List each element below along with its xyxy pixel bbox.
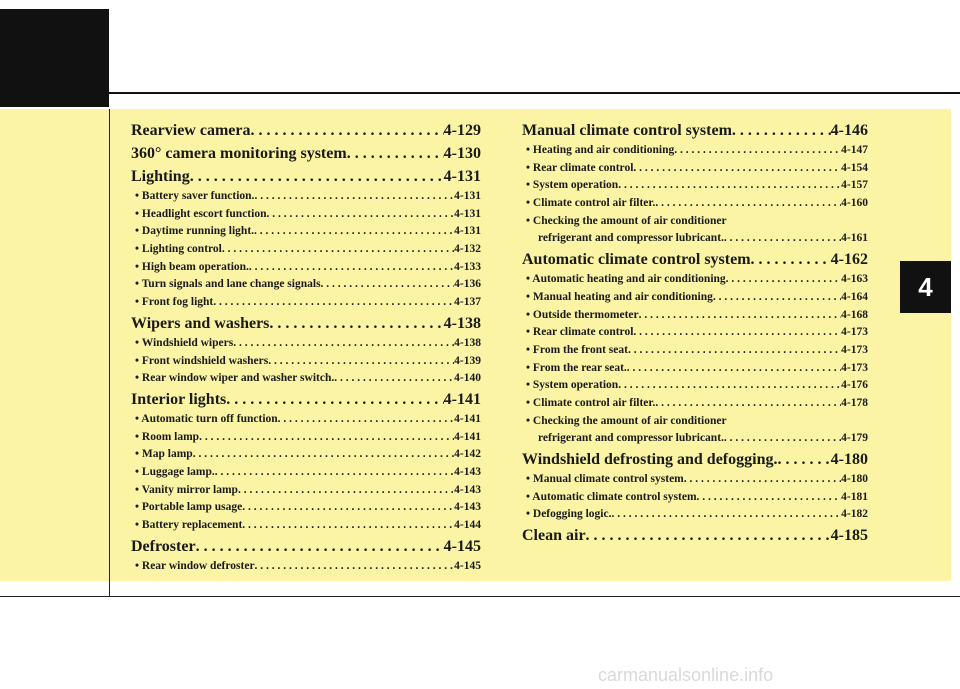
toc-page-number: 4-182	[841, 508, 868, 521]
toc-subentry[interactable]	[131, 276, 481, 294]
toc-entry-title: • High beam operation.	[135, 260, 249, 273]
toc-entry-title: • Luggage lamp.	[135, 465, 215, 478]
toc-page-number: 4-185	[830, 527, 868, 545]
dot-leader	[190, 165, 444, 188]
toc-page-number: 4-178	[841, 396, 868, 409]
toc-entry-title: Windshield defrosting and defogging.	[522, 451, 778, 468]
dot-leader	[238, 482, 454, 500]
dot-leader	[278, 411, 454, 429]
chapter-tab[interactable]	[900, 261, 951, 313]
toc-subentry[interactable]	[522, 289, 868, 307]
toc-entry-title: refrigerant and compressor lubricant.	[538, 232, 724, 245]
dot-leader	[269, 312, 443, 335]
toc-entry-title: • Outside thermometer	[526, 308, 639, 321]
dot-leader	[777, 448, 830, 471]
toc-page-number: 4-138	[454, 336, 481, 349]
header-rule	[0, 92, 960, 94]
toc-entry-title: • System operation	[526, 379, 619, 392]
toc-page-number: 4-130	[443, 145, 481, 162]
toc-page-number: 4-145	[443, 537, 481, 555]
toc-entry-title: • Battery saver function.	[135, 190, 255, 202]
dot-leader	[268, 353, 454, 371]
toc-page-number: 4-131	[454, 225, 481, 238]
toc-page-number: 4-163	[841, 273, 868, 286]
toc-entry-title: • Rear window wiper and washer switch.	[135, 372, 335, 385]
toc-entry-title: • Battery replacement	[135, 519, 243, 531]
toc-section-entry[interactable]	[131, 388, 481, 411]
toc-page-number: 4-129	[443, 122, 481, 139]
toc-entry-title: • Climate control air filter.	[526, 396, 656, 409]
dot-leader	[611, 506, 841, 524]
footer-rule	[0, 596, 960, 597]
toc-page-number: 4-131	[443, 168, 481, 185]
toc-subentry[interactable]	[522, 471, 868, 489]
toc-subentry[interactable]	[522, 360, 868, 378]
toc-section-entry[interactable]	[522, 119, 868, 142]
toc-subentry[interactable]	[131, 370, 481, 388]
toc-page-number: 4-145	[454, 559, 481, 572]
toc-subentry[interactable]	[522, 342, 868, 360]
toc-subentry[interactable]	[131, 558, 481, 576]
toc-entry-title: • Rear climate control	[526, 326, 634, 339]
toc-page-number: 4-132	[454, 243, 481, 256]
toc-page-number: 4-139	[454, 354, 481, 367]
toc-page-number: 4-147	[841, 144, 868, 156]
toc-entry-title: • Lighting control	[135, 243, 222, 256]
dot-leader	[724, 430, 841, 448]
dot-leader	[334, 370, 454, 388]
toc-entry-title: • System operation	[526, 179, 619, 192]
dot-leader	[213, 294, 454, 312]
dot-leader	[684, 471, 841, 489]
toc-page-number: 4-143	[454, 483, 481, 496]
dot-leader	[633, 324, 841, 342]
dot-leader	[732, 119, 831, 142]
dot-leader	[697, 489, 842, 507]
toc-subentry[interactable]	[131, 335, 481, 353]
dot-leader	[618, 377, 841, 395]
toc-section-entry[interactable]	[131, 119, 481, 142]
toc-section-entry[interactable]	[131, 142, 481, 165]
dot-leader	[751, 248, 831, 271]
dot-leader	[222, 241, 454, 259]
dot-leader	[196, 535, 444, 558]
toc-page-number: 4-143	[454, 465, 481, 478]
toc-entry-title: • From the rear seat.	[526, 361, 627, 374]
toc-section-entry[interactable]	[522, 524, 868, 547]
toc-subentry[interactable]	[131, 294, 481, 312]
toc-page-number: 4-137	[454, 296, 481, 309]
toc-page-number: 4-141	[443, 390, 481, 408]
toc-subentry[interactable]	[522, 195, 868, 213]
toc-subentry[interactable]	[131, 429, 481, 447]
toc-subentry[interactable]	[131, 499, 481, 517]
toc-entry-title: • From the front seat	[526, 343, 628, 356]
toc-page-number: 4-141	[454, 430, 481, 443]
toc-entry-title: • Automatic turn off function	[135, 412, 278, 425]
toc-entry-title: • Room lamp	[135, 430, 200, 443]
toc-subentry[interactable]	[522, 230, 868, 248]
dot-leader	[251, 119, 444, 142]
toc-page-number: 4-179	[841, 432, 868, 445]
toc-subentry[interactable]	[522, 395, 868, 413]
toc-page-number: 4-173	[841, 343, 868, 356]
toc-subentry[interactable]	[522, 271, 868, 289]
toc-page-number: 4-180	[841, 473, 868, 485]
toc-section-entry[interactable]	[131, 165, 481, 188]
dot-leader	[254, 188, 454, 206]
margin-rule	[109, 109, 110, 597]
toc-entry-title: refrigerant and compressor lubricant.	[538, 432, 724, 445]
toc-entry-title: • Portable lamp usage	[135, 501, 243, 514]
toc-page-number: 4-131	[454, 190, 481, 202]
toc-entry-title: • Map lamp	[135, 448, 193, 461]
toc-entry-title: • Checking the amount of air conditioner	[526, 414, 727, 427]
toc-subentry[interactable]	[522, 160, 868, 178]
toc-entry-title: • Windshield wipers	[135, 336, 234, 349]
toc-subentry[interactable]	[522, 413, 868, 431]
toc-page-number: 4-173	[841, 326, 868, 339]
toc-entry-title: • Turn signals and lane change signals	[135, 278, 321, 291]
toc-page-number: 4-138	[443, 314, 481, 332]
toc-page-number: 4-176	[841, 379, 868, 392]
toc-subentry[interactable]	[131, 206, 481, 224]
toc-entry-title: • Automatic heating and air conditioning	[526, 273, 726, 286]
toc-subentry[interactable]	[131, 353, 481, 371]
dot-leader	[254, 223, 454, 241]
toc-entry-title: • Daytime running light.	[135, 225, 255, 238]
toc-page-number: 4-146	[830, 122, 868, 139]
toc-page-number: 4-168	[841, 308, 868, 321]
dot-leader	[655, 195, 841, 213]
toc-page-number: 4-133	[454, 260, 481, 273]
toc-page-number: 4-154	[841, 161, 868, 174]
dot-leader	[193, 446, 454, 464]
toc-entry-title: • Automatic climate control system	[526, 490, 697, 503]
toc-page-number: 4-160	[841, 197, 868, 210]
toc-subentry[interactable]	[522, 213, 868, 231]
toc-page-number: 4-180	[830, 451, 868, 468]
toc-entry-title: • Headlight escort function	[135, 207, 267, 220]
toc-subentry[interactable]	[522, 506, 868, 524]
dot-leader	[618, 177, 841, 195]
dot-leader	[655, 395, 841, 413]
dot-leader	[266, 206, 454, 224]
dot-leader	[199, 429, 454, 447]
dot-leader	[249, 259, 454, 277]
toc-page-number: 4-181	[841, 490, 868, 503]
toc-page-number: 4-141	[454, 412, 481, 425]
toc-subentry[interactable]	[522, 430, 868, 448]
toc-entry-title: Clean air	[522, 527, 586, 545]
toc-entry-title: Manual climate control system	[522, 122, 732, 139]
toc-page-number: 4-157	[841, 179, 868, 192]
toc-entry-title: • Rear climate control	[526, 161, 634, 174]
toc-page-number: 4-136	[454, 278, 481, 291]
toc-page-number: 4-173	[841, 361, 868, 374]
toc-subentry[interactable]	[131, 411, 481, 429]
toc-entry-title: Wipers and washers	[131, 314, 270, 332]
toc-entry-title: 360° camera monitoring system	[131, 145, 347, 162]
toc-subentry[interactable]	[131, 241, 481, 259]
toc-entry-title: • Rear window defroster	[135, 559, 255, 572]
toc-section-entry[interactable]	[131, 535, 481, 558]
toc-left-column	[131, 119, 481, 575]
toc-entry-title: • Front windshield washers	[135, 354, 269, 367]
toc-section-entry[interactable]	[522, 248, 868, 271]
toc-right-column	[522, 119, 868, 547]
dot-leader	[627, 360, 841, 378]
toc-subentry[interactable]	[522, 324, 868, 342]
toc-subentry[interactable]	[522, 142, 868, 160]
toc-page-number: 4-131	[454, 207, 481, 220]
dot-leader	[633, 160, 841, 178]
dot-leader	[226, 388, 443, 411]
dot-leader	[674, 142, 841, 160]
toc-entry-title: • Climate control air filter.	[526, 197, 656, 210]
toc-subentry[interactable]	[131, 464, 481, 482]
toc-entry-title: Rearview camera	[131, 122, 251, 139]
toc-page-number: 4-162	[830, 251, 868, 269]
toc-subentry[interactable]	[131, 446, 481, 464]
dot-leader	[639, 307, 842, 325]
toc-subentry[interactable]	[522, 377, 868, 395]
dot-leader	[628, 342, 841, 360]
dot-leader	[255, 558, 455, 576]
dot-leader	[713, 289, 841, 307]
dot-leader	[726, 271, 841, 289]
toc-entry-title: Defroster	[131, 537, 196, 555]
dot-leader	[233, 335, 454, 353]
toc-subentry[interactable]	[131, 517, 481, 535]
toc-subentry[interactable]	[522, 177, 868, 195]
dot-leader	[586, 524, 831, 547]
toc-section-entry[interactable]	[131, 312, 481, 335]
dot-leader	[724, 230, 841, 248]
toc-subentry[interactable]	[131, 259, 481, 277]
toc-entry-title: • Vanity mirror lamp	[135, 483, 238, 496]
toc-entry-title: • Manual climate control system	[526, 473, 684, 485]
toc-entry-title: • Checking the amount of air conditioner	[526, 214, 727, 227]
toc-page-number: 4-140	[454, 372, 481, 385]
dot-leader	[321, 276, 455, 294]
dot-leader	[242, 517, 454, 535]
toc-subentry[interactable]	[522, 307, 868, 325]
toc-subentry[interactable]	[131, 188, 481, 206]
toc-entry-title: Interior lights	[131, 390, 227, 408]
chapter-number: 4	[918, 271, 933, 302]
toc-entry-title: • Defogging logic.	[526, 508, 612, 521]
toc-page-number: 4-142	[454, 448, 481, 461]
toc-entry-title: Lighting	[131, 168, 190, 185]
dot-leader	[347, 142, 444, 165]
toc-page-number: 4-144	[454, 519, 481, 531]
toc-entry-title: • Manual heating and air conditioning	[526, 290, 713, 303]
toc-page-number: 4-143	[454, 501, 481, 514]
toc-subentry[interactable]	[522, 489, 868, 507]
toc-entry-title: • Front fog light	[135, 296, 214, 309]
dot-leader	[215, 464, 454, 482]
toc-subentry[interactable]	[131, 482, 481, 500]
toc-page-number: 4-161	[841, 232, 868, 245]
toc-entry-title: • Heating and air conditioning	[526, 144, 675, 156]
dot-leader	[242, 499, 454, 517]
toc-entry-title: Automatic climate control system	[522, 251, 751, 269]
watermark-footer: carmanualsonline.info	[598, 665, 774, 685]
toc-page-number: 4-164	[841, 290, 868, 303]
toc-section-entry[interactable]	[522, 448, 868, 471]
toc-subentry[interactable]	[131, 223, 481, 241]
